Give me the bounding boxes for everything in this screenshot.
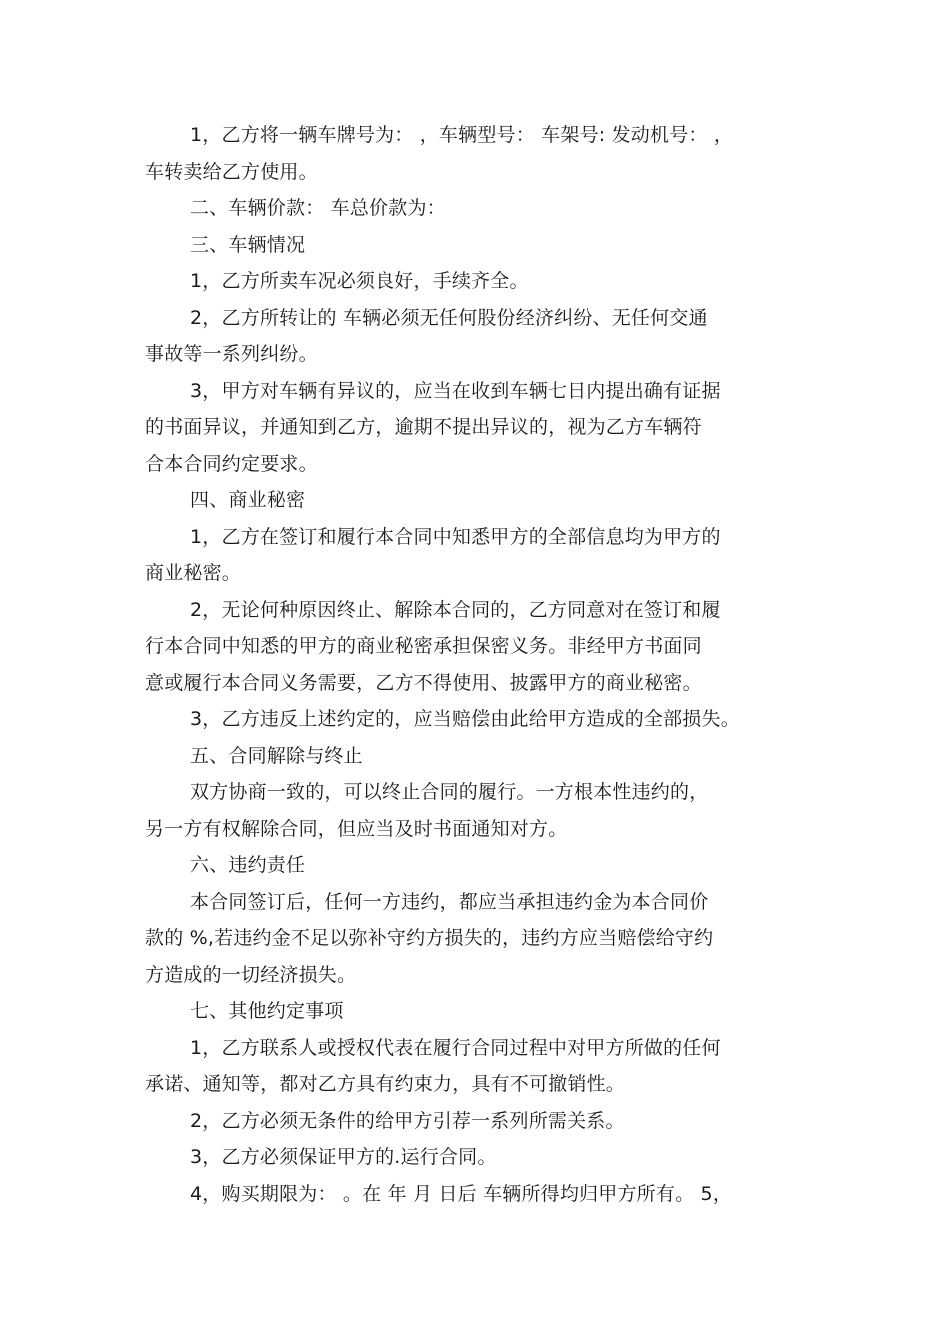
document-body [145,117,817,1212]
section-heading: 五、合同解除与终止 [190,744,363,767]
text-line: 方造成的一切经济损失。 [145,963,357,986]
section-heading: 二、车辆价款： 车总价款为： [190,197,446,219]
text-line: 2，乙方所转让的 车辆必须无任何股份经济纠纷、无任何交通 [190,306,708,329]
text-line: 3，乙方违反上述约定的，应当赔偿由此给甲方造成的全部损失。 [190,708,740,730]
text-line: 本合同签订后，任何一方违约，都应当承担违约金为本合同价 [190,890,709,913]
text-line: 事故等一系列纠纷。 [145,343,318,365]
text-line: 2，无论何种原因终止、解除本合同的，乙方同意对在签订和履 [190,598,721,621]
text-line: 4，购买期限为： 。在 年 月 日后 车辆所得均归甲方所有。 5， [190,1182,733,1205]
text-line: 1，乙方将一辆车牌号为： ，车辆型号： 车架号: 发动机号： ， [190,124,734,146]
text-line: 商业秘密。 [145,562,242,584]
text-line: 行本合同中知悉的甲方的商业秘密承担保密义务。非经甲方书面同 [145,635,702,657]
section-heading: 六、违约责任 [190,854,306,876]
text-line: 款的 %,若违约金不足以弥补守约方损失的，违约方应当赔偿给守约 [145,927,714,949]
text-line: 合本合同约定要求。 [145,452,318,475]
text-line: 的书面异议，并通知到乙方，逾期不提出异议的，视为乙方车辆符 [145,416,702,438]
text-line: 1，乙方所卖车况必须良好，手续齐全。 [190,270,529,292]
text-line: 车转卖给乙方使用。 [145,160,318,183]
text-line: 1，乙方联系人或授权代表在履行合同过程中对甲方所做的任何 [190,1036,721,1059]
text-line: 意或履行本合同义务需要，乙方不得使用、披露甲方的商业秘密。 [145,671,702,694]
text-line: 3，乙方必须保证甲方的.运行合同。 [190,1146,497,1168]
text-line: 3，甲方对车辆有异议的，应当在收到车辆七日内提出确有证据 [190,379,721,402]
text-line: 2，乙方必须无条件的给甲方引荐一系列所需关系。 [190,1109,625,1132]
section-heading: 七、其他约定事项 [190,1000,344,1022]
text-line: 1，乙方在签订和履行本合同中知悉甲方的全部信息均为甲方的 [190,525,721,548]
section-heading: 四、商业秘密 [190,489,306,511]
text-line: 承诺、通知等，都对乙方具有约束力，具有不可撤销性。 [145,1073,626,1095]
section-heading: 三、车辆情况 [190,233,306,256]
text-line: 另一方有权解除合同，但应当及时书面通知对方。 [145,817,568,840]
text-line: 双方协商一致的，可以终止合同的履行。一方根本性违约的， [190,781,709,803]
